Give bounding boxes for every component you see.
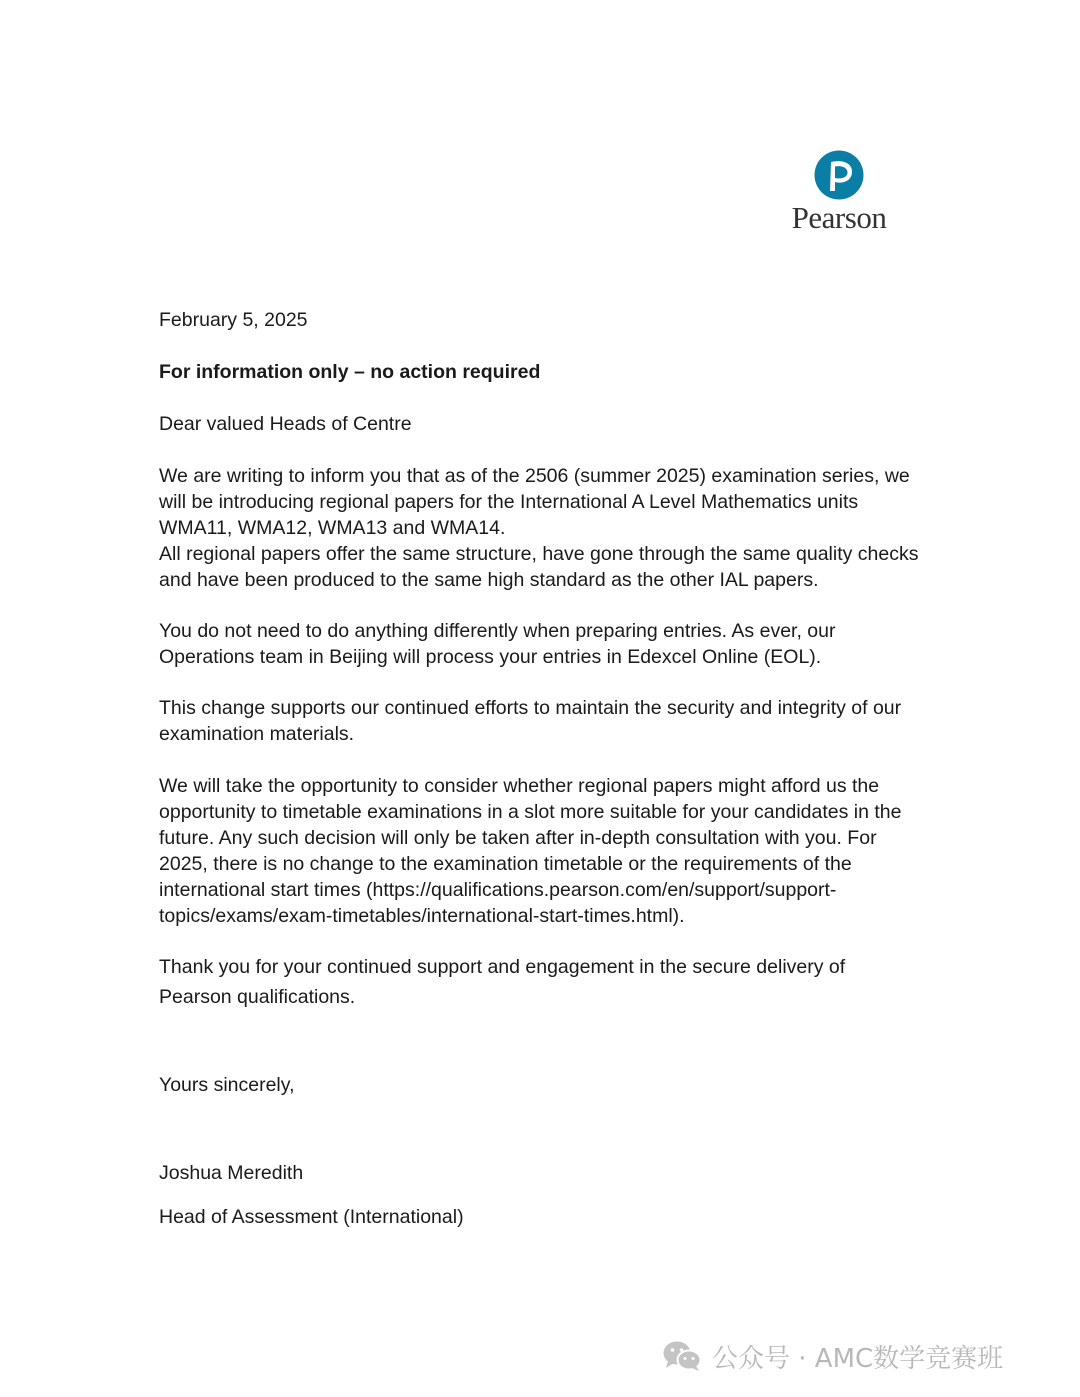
text-line: 2025, there is no change to the examination timetable or the requirements of the	[159, 853, 852, 875]
text-line: WMA11, WMA12, WMA13 and WMA14.	[159, 517, 506, 539]
paragraph-thanks	[159, 952, 929, 1012]
letter-date: February 5, 2025	[159, 309, 308, 331]
text-line: future. Any such decision will only be taken after in-depth consultation with you. For	[159, 827, 877, 849]
text-line: We will take the opportunity to consider whether regional papers might afford us the	[159, 775, 880, 797]
wechat-watermark	[662, 1336, 1003, 1376]
watermark-text: 公众号 · AMC数学竞赛班	[712, 1343, 1004, 1374]
text-line: We are writing to inform you that as of the 2506 (summer 2025) examination series, we	[159, 465, 910, 487]
signatory-title: Head of Assessment (International)	[159, 1206, 464, 1228]
text-line: This change supports our continued efforts to maintain the security and integrity of our	[159, 697, 902, 719]
pearson-p-logo-icon	[814, 150, 864, 200]
text-line: Thank you for your continued support and engagement in the secure delivery of	[159, 956, 846, 978]
text-line: will be introducing regional papers for the International A Level Mathematics units	[159, 491, 859, 513]
text-line: Pearson qualifications.	[159, 986, 356, 1008]
paragraph-timetable	[159, 773, 929, 929]
signatory-name: Joshua Meredith	[159, 1162, 304, 1184]
pearson-logo	[776, 148, 906, 240]
text-line: examination materials.	[159, 723, 355, 745]
text-line: and have been produced to the same high standard as the other IAL papers.	[159, 569, 819, 591]
text-line: international start times (https://qualifications.pearson.com/en/support/support-	[159, 879, 837, 901]
paragraph-entries	[159, 618, 929, 670]
wechat-icon	[662, 1339, 702, 1373]
text-line: You do not need to do anything differently when preparing entries. As ever, our	[159, 620, 836, 642]
paragraph-regional-papers	[159, 463, 929, 593]
notice-heading: For information only – no action required	[159, 361, 541, 383]
text-line: opportunity to timetable examinations in a slot more suitable for your candidates in the	[159, 801, 902, 823]
salutation: Dear valued Heads of Centre	[159, 413, 412, 435]
pearson-wordmark: Pearson	[791, 200, 887, 235]
text-line: Operations team in Beijing will process your entries in Edexcel Online (EOL).	[159, 646, 822, 668]
closing: Yours sincerely,	[159, 1074, 295, 1096]
text-line: All regional papers offer the same structure, have gone through the same quality checks	[159, 543, 919, 565]
text-line: topics/exams/exam-timetables/international-start-times.html).	[159, 905, 685, 927]
paragraph-security	[159, 695, 929, 747]
